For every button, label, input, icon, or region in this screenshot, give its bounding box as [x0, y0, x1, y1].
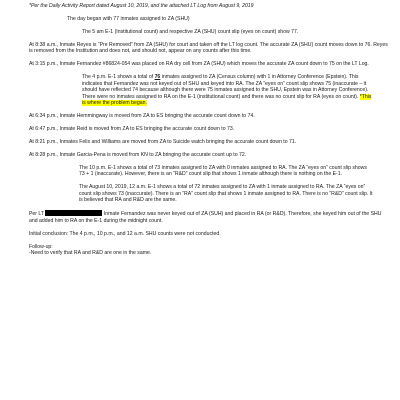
text-4pm-part2: inmates assigned to ZA (Census column) with 1 in Attorney Conference (Epstein). This indicates that Fernandez was not keyed out of SHU and keyed into RA. The ZA “eyes on” count slip shows 75 (inaccurate – it should have reflected 74 because although there were 75 inmates assigned to the SHU, Epstein was in Attorney Conference). There were no inmates assigned to RA on the E-1 (institutional count) and there was no count slip for RA (eyes on count). [82, 74, 369, 100]
paragraph-821pm: At 8:21 p.m., Inmates Felix and Williams are moved from ZA to Suicide watch bringing the accurate count down to 71. [29, 139, 297, 146]
redaction-block [45, 210, 102, 216]
text-per-lt-rest: Inmate Fernandez was never keyed out of ZA (SUH) and placed in RA (or R&D). Therefore, she keyed him out of the SHU and added him to RA on the E-1 during the midnight count. [29, 211, 382, 224]
text-4pm-part1: The 4 p.m. E-1 shows a total of [82, 74, 155, 81]
paragraph-conclusion: Initial conclusion: The 4 p.m., 10 p.m., and 12 a.m. SHU counts were not conducted. [29, 230, 221, 237]
paragraph-4pm-count [82, 74, 374, 107]
text-4pm-bold: 76 [154, 74, 161, 81]
paragraph-828pm: At 8:28 p.m., Inmate Garcia-Pena is moved from KN to ZA bringing the accurate count up to 72. [29, 151, 247, 158]
text-per-lt: Per LT [29, 211, 46, 218]
paragraph-12am-count: The August 10, 2019, 12 a.m. E-1 shows a total of 72 inmates assigned to ZA with 1 inmate assigned to RA. The ZA “eyes on” count slip shows 73 (inaccurate). There is an “RA” count slip that shows 1 inmate assigned to RA. There is no “R&D” count slip. It is believed that RA and R&D are the same. [79, 184, 373, 204]
paragraph-315pm: At 3:15 p.m., Inmate Fernandez #86824-054 was placed on RA dry cell from ZA (SHU) which moves the accurate ZA count down to 75 on the LT Log. [29, 61, 369, 68]
follow-up-item: -Need to verify that RA and R&D are one in the same. [29, 250, 152, 257]
paragraph-838am: At 8:38 a.m., Inmate Reyes is “Pre Removed” from ZA (SHU) for court and taken off the LT log count. The accurate ZA (SHU) count moves down to 76. Reyes is removed from the Institution and does not, and should not, appear on any counts after this time. [29, 41, 388, 55]
follow-up-heading: Follow-up: [29, 243, 53, 250]
paragraph-10pm-count: The 10 p.m. E-1 shows a total of 73 inmates assigned to ZA with 0 inmates assigned to RA. The ZA “eyes on” count slip shows 73 + 1 (inaccurate). However, there is an “R&D” count slip that shows 1 inmate although there is nothing on the E-1. [79, 164, 367, 178]
paragraph-per-lt [29, 210, 388, 224]
report-header: *Per the Daily Activity Report dated August 10, 2019, and the attached LT Log from August 9, 2019 [29, 3, 254, 9]
paragraph-634pm: At 6:34 p.m., Inmate Hemmingway is moved from ZA to ES bringing the accurate count down to 74. [29, 113, 255, 120]
highlighted-problem-note: *This is where the problem began. [82, 93, 372, 107]
paragraph-day-start: The day began with 77 inmates assigned to ZA (SHU) [67, 15, 190, 22]
paragraph-5am-count: The 5 am E-1 (Institutional count) and respective ZA (SHU) count slip (eyes on count) show 77. [82, 28, 299, 35]
paragraph-647pm: At 6:47 p.m., Inmate Reid is moved from ZA to ES bringing the accurate count down to 73. [29, 126, 235, 133]
